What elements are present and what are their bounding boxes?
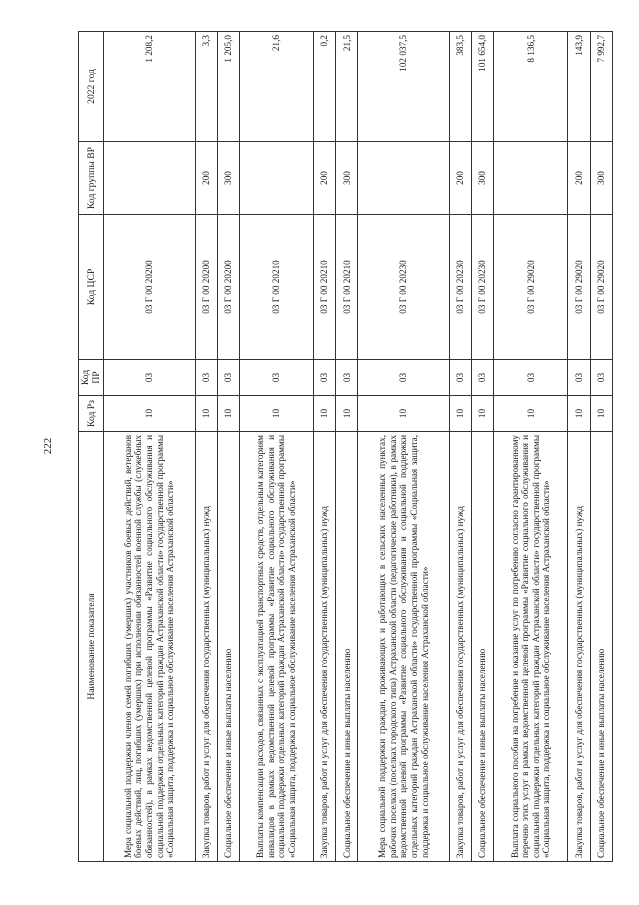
cell-indicator-name: Социальное обеспечение и иные выплаты населению <box>472 432 494 862</box>
cell-code-pr: 03 <box>239 360 313 396</box>
cell-code-pr: 03 <box>590 360 612 396</box>
cell-indicator-name: Социальное обеспечение и иные выплаты населению <box>336 432 358 862</box>
cell-code-vr <box>494 142 568 215</box>
table-row <box>336 32 358 862</box>
cell-code-vr: 200 <box>314 142 336 215</box>
cell-code-pr: 03 <box>568 360 590 396</box>
cell-amount-2022: 102 037,5 <box>358 32 449 142</box>
table-header <box>79 32 104 862</box>
cell-indicator-name: Закупка товаров, работ и услуг для обеспечения государственных (муниципальных) нужд <box>314 432 336 862</box>
cell-code-rz: 10 <box>336 396 358 432</box>
table-row <box>239 32 313 862</box>
cell-code-rz: 10 <box>568 396 590 432</box>
cell-code-rz: 10 <box>217 396 239 432</box>
table-row <box>217 32 239 862</box>
table-row <box>358 32 449 862</box>
cell-code-csr: 03 Г 00 29020 <box>590 215 612 360</box>
cell-code-rz: 10 <box>494 396 568 432</box>
table-row <box>494 32 568 862</box>
cell-amount-2022: 383,5 <box>449 32 471 142</box>
cell-code-pr: 03 <box>195 360 217 396</box>
cell-amount-2022: 21,6 <box>239 32 313 142</box>
table-row <box>472 32 494 862</box>
cell-code-rz: 10 <box>472 396 494 432</box>
cell-code-rz: 10 <box>239 396 313 432</box>
cell-code-vr: 200 <box>195 142 217 215</box>
table-row <box>449 32 471 862</box>
cell-code-vr: 300 <box>336 142 358 215</box>
table-row <box>195 32 217 862</box>
cell-code-pr: 03 <box>494 360 568 396</box>
cell-code-rz: 10 <box>449 396 471 432</box>
cell-code-csr: 03 Г 00 29020 <box>494 215 568 360</box>
cell-indicator-name: Закупка товаров, работ и услуг для обеспечения государственных (муниципальных) нужд <box>568 432 590 862</box>
cell-code-csr: 03 Г 00 20210 <box>336 215 358 360</box>
cell-code-vr: 300 <box>590 142 612 215</box>
cell-code-csr: 03 Г 00 20230 <box>358 215 449 360</box>
header-code-rz: Код Рз <box>79 396 104 432</box>
cell-amount-2022: 1 205,0 <box>217 32 239 142</box>
cell-indicator-name: Социальное обеспечение и иные выплаты населению <box>217 432 239 862</box>
cell-code-vr: 200 <box>449 142 471 215</box>
cell-amount-2022: 7 992,7 <box>590 32 612 142</box>
cell-amount-2022: 3,3 <box>195 32 217 142</box>
header-code-pr: Код ПР <box>79 360 104 396</box>
header-code-vr: Код группы ВР <box>79 142 104 215</box>
cell-amount-2022: 8 136,5 <box>494 32 568 142</box>
cell-indicator-name: Мера социальной поддержки членов семей погибших (умерших) участников боевых действий, ветеранов боевых действий, лиц, погибших (умерших) при исполнении обязанностей военной службы (служебных обязанностей), в рамках ведомственной целевой программы «Развитие социального обслуживания и социальной поддержки отдельных категорий граждан Астраханской области» государственной программы «Социальная защита, поддержка и социальное обслуживание населения Астраханской области» <box>104 432 195 862</box>
table-row <box>590 32 612 862</box>
table-row <box>104 32 195 862</box>
cell-code-csr: 03 Г 00 20230 <box>472 215 494 360</box>
cell-indicator-name: Мера социальной поддержки граждан, проживающих и работающих в сельских населенных пунктах, рабочих поселках (поселках городского типа) Астраханской области (педагогические работники), в рамках ведомственной целевой программы «Развитие социального обслуживания и социальной поддержки отдельных категорий граждан Астраханской области» государственной программы «Социальная защита, поддержка и социальное обслуживание населения Астраханской области» <box>358 432 449 862</box>
cell-amount-2022: 143,9 <box>568 32 590 142</box>
header-code-csr: Код ЦСР <box>79 215 104 360</box>
cell-code-csr: 03 Г 00 20210 <box>314 215 336 360</box>
cell-indicator-name: Выплата социального пособия на погребение и оказание услуг по погребению согласно гарантированному перечню этих услуг в рамках ведомственной целевой программы «Развитие социального обслуживания и социальной поддержки отдельных категорий граждан Астраханской области» государственной программы «Социальная защита, поддержка и социальное обслуживание населения Астраханской области» <box>494 432 568 862</box>
cell-code-vr: 200 <box>568 142 590 215</box>
cell-code-rz: 10 <box>195 396 217 432</box>
budget-table <box>78 31 613 862</box>
cell-code-csr: 03 Г 00 20200 <box>217 215 239 360</box>
cell-code-pr: 03 <box>217 360 239 396</box>
table-row <box>568 32 590 862</box>
cell-code-vr: 300 <box>217 142 239 215</box>
cell-code-csr: 03 Г 00 29020 <box>568 215 590 360</box>
cell-code-pr: 03 <box>472 360 494 396</box>
cell-amount-2022: 21,5 <box>336 32 358 142</box>
cell-code-pr: 03 <box>449 360 471 396</box>
cell-amount-2022: 0,2 <box>314 32 336 142</box>
cell-code-pr: 03 <box>314 360 336 396</box>
cell-code-vr <box>358 142 449 215</box>
cell-code-vr <box>239 142 313 215</box>
header-indicator-name: Наименование показателя <box>79 432 104 862</box>
cell-code-csr: 03 Г 00 20200 <box>195 215 217 360</box>
cell-indicator-name: Социальное обеспечение и иные выплаты населению <box>590 432 612 862</box>
cell-code-csr: 03 Г 00 20210 <box>239 215 313 360</box>
rotated-page-content <box>78 32 613 862</box>
cell-code-rz: 10 <box>104 396 195 432</box>
cell-code-pr: 03 <box>358 360 449 396</box>
cell-code-pr: 03 <box>336 360 358 396</box>
cell-indicator-name: Закупка товаров, работ и услуг для обеспечения государственных (муниципальных) нужд <box>449 432 471 862</box>
cell-code-vr: 300 <box>472 142 494 215</box>
cell-code-csr: 03 Г 00 20230 <box>449 215 471 360</box>
cell-code-vr <box>104 142 195 215</box>
header-year-2022: 2022 год <box>79 32 104 142</box>
cell-amount-2022: 1 208,2 <box>104 32 195 142</box>
cell-code-pr: 03 <box>104 360 195 396</box>
cell-code-rz: 10 <box>314 396 336 432</box>
table-row <box>314 32 336 862</box>
cell-code-rz: 10 <box>590 396 612 432</box>
cell-indicator-name: Закупка товаров, работ и услуг для обеспечения государственных (муниципальных) нужд <box>195 432 217 862</box>
cell-code-rz: 10 <box>358 396 449 432</box>
cell-indicator-name: Выплаты компенсации расходов, связанных с эксплуатацией транспортных средств, отдельным категориям инвалидов в рамках ведомственной целевой программы «Развитие социального обслуживания и социальной поддержки отдельных категорий граждан Астраханской области» государственной программы «Социальная защита, поддержка и социальное обслуживание населения Астраханской области» <box>239 432 313 862</box>
page-number: 222 <box>42 437 54 455</box>
table-body <box>104 32 613 862</box>
cell-code-csr: 03 Г 00 20200 <box>104 215 195 360</box>
cell-amount-2022: 101 654,0 <box>472 32 494 142</box>
